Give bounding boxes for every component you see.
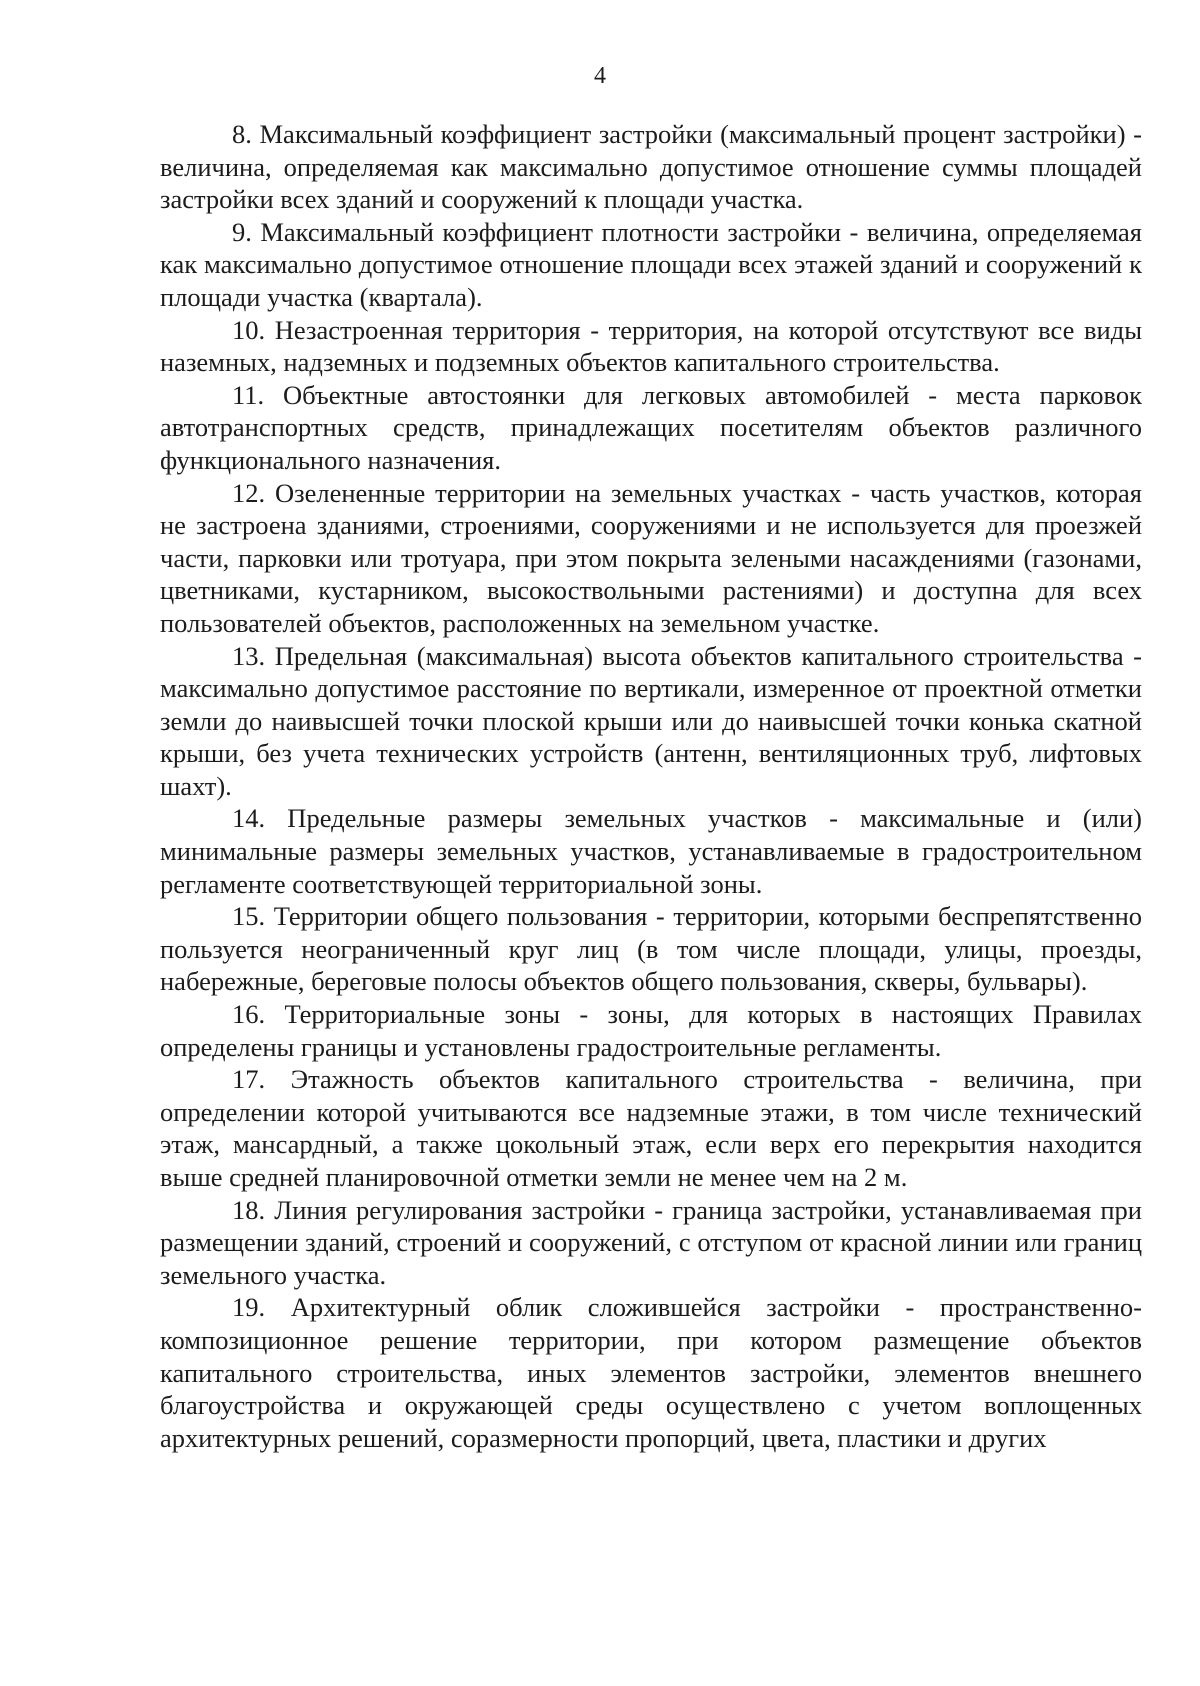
definition-paragraph-12: 12. Озелененные территории на земельных участках - часть участков, которая не застроена зданиями, строениями, сооружениями и не используется для проезжей части, парковки или тротуара, при этом покрыта зелеными насаждениями (газонами, цветниками, кустарником, высокоствольными растениями) и доступна для всех пользователей объектов, расположенных на земельном участке. [160, 477, 1142, 638]
definition-paragraph-16: 16. Территориальные зоны - зоны, для которых в настоящих Правилах определены границы и установлены градостроительные регламенты. [160, 999, 1142, 1062]
definition-paragraph-13: 13. Предельная (максимальная) высота объектов капитального строительства - максимально допустимое расстояние по вертикали, измеренное от проектной отметки земли до наивысшей точки плоской крыши или до наивысшей точки конька скатной крыши, без учета технических устройств (антенн, вентиляционных труб, лифтовых шахт). [160, 640, 1142, 801]
definition-paragraph-9: 9. Максимальный коэффициент плотности застройки - величина, определяемая как максимально допустимое отношение площади всех этажей зданий и сооружений к площади участка (квартала). [160, 216, 1142, 312]
document-body [160, 118, 1142, 1454]
definition-paragraph-11: 11. Объектные автостоянки для легковых автомобилей - места парковок автотранспортных средств, принадлежащих посетителям объектов различного функционального назначения. [160, 379, 1142, 475]
page-number: 4 [594, 63, 606, 89]
definition-paragraph-15: 15. Территории общего пользования - территории, которыми беспрепятственно пользуется неограниченный круг лиц (в том числе площади, улицы, проезды, набережные, береговые полосы объектов общего пользования, скверы, бульвары). [160, 901, 1142, 997]
definition-paragraph-17: 17. Этажность объектов капитального строительства - величина, при определении которой учитываются все надземные этажи, в том числе технический этаж, мансардный, а также цокольный этаж, если верх его перекрытия находится выше средней планировочной отметки земли не менее чем на 2 м. [160, 1064, 1142, 1192]
definition-paragraph-19: 19. Архитектурный облик сложившейся застройки - пространственно-композиционное решение территории, при котором размещение объектов капитального строительства, иных элементов застройки, элементов внешнего благоустройства и окружающей среды осуществлено с учетом воплощенных архитектурных решений, соразмерности пропорций, цвета, пластики и других [160, 1292, 1142, 1453]
definition-paragraph-10: 10. Незастроенная территория - территория, на которой отсутствуют все виды наземных, надземных и подземных объектов капитального строительства. [160, 314, 1142, 378]
definition-paragraph-14: 14. Предельные размеры земельных участков - максимальные и (или) минимальные размеры земельных участков, устанавливаемые в градостроительном регламенте соответствующей территориальной зоны. [160, 803, 1142, 899]
definition-paragraph-18: 18. Линия регулирования застройки - граница застройки, устанавливаемая при размещении зданий, строений и сооружений, с отступом от красной линии или границ земельного участка. [160, 1194, 1142, 1290]
definition-paragraph-8: 8. Максимальный коэффициент застройки (максимальный процент застройки) - величина, определяемая как максимально допустимое отношение суммы площадей застройки всех зданий и сооружений к площади участка. [160, 119, 1142, 215]
